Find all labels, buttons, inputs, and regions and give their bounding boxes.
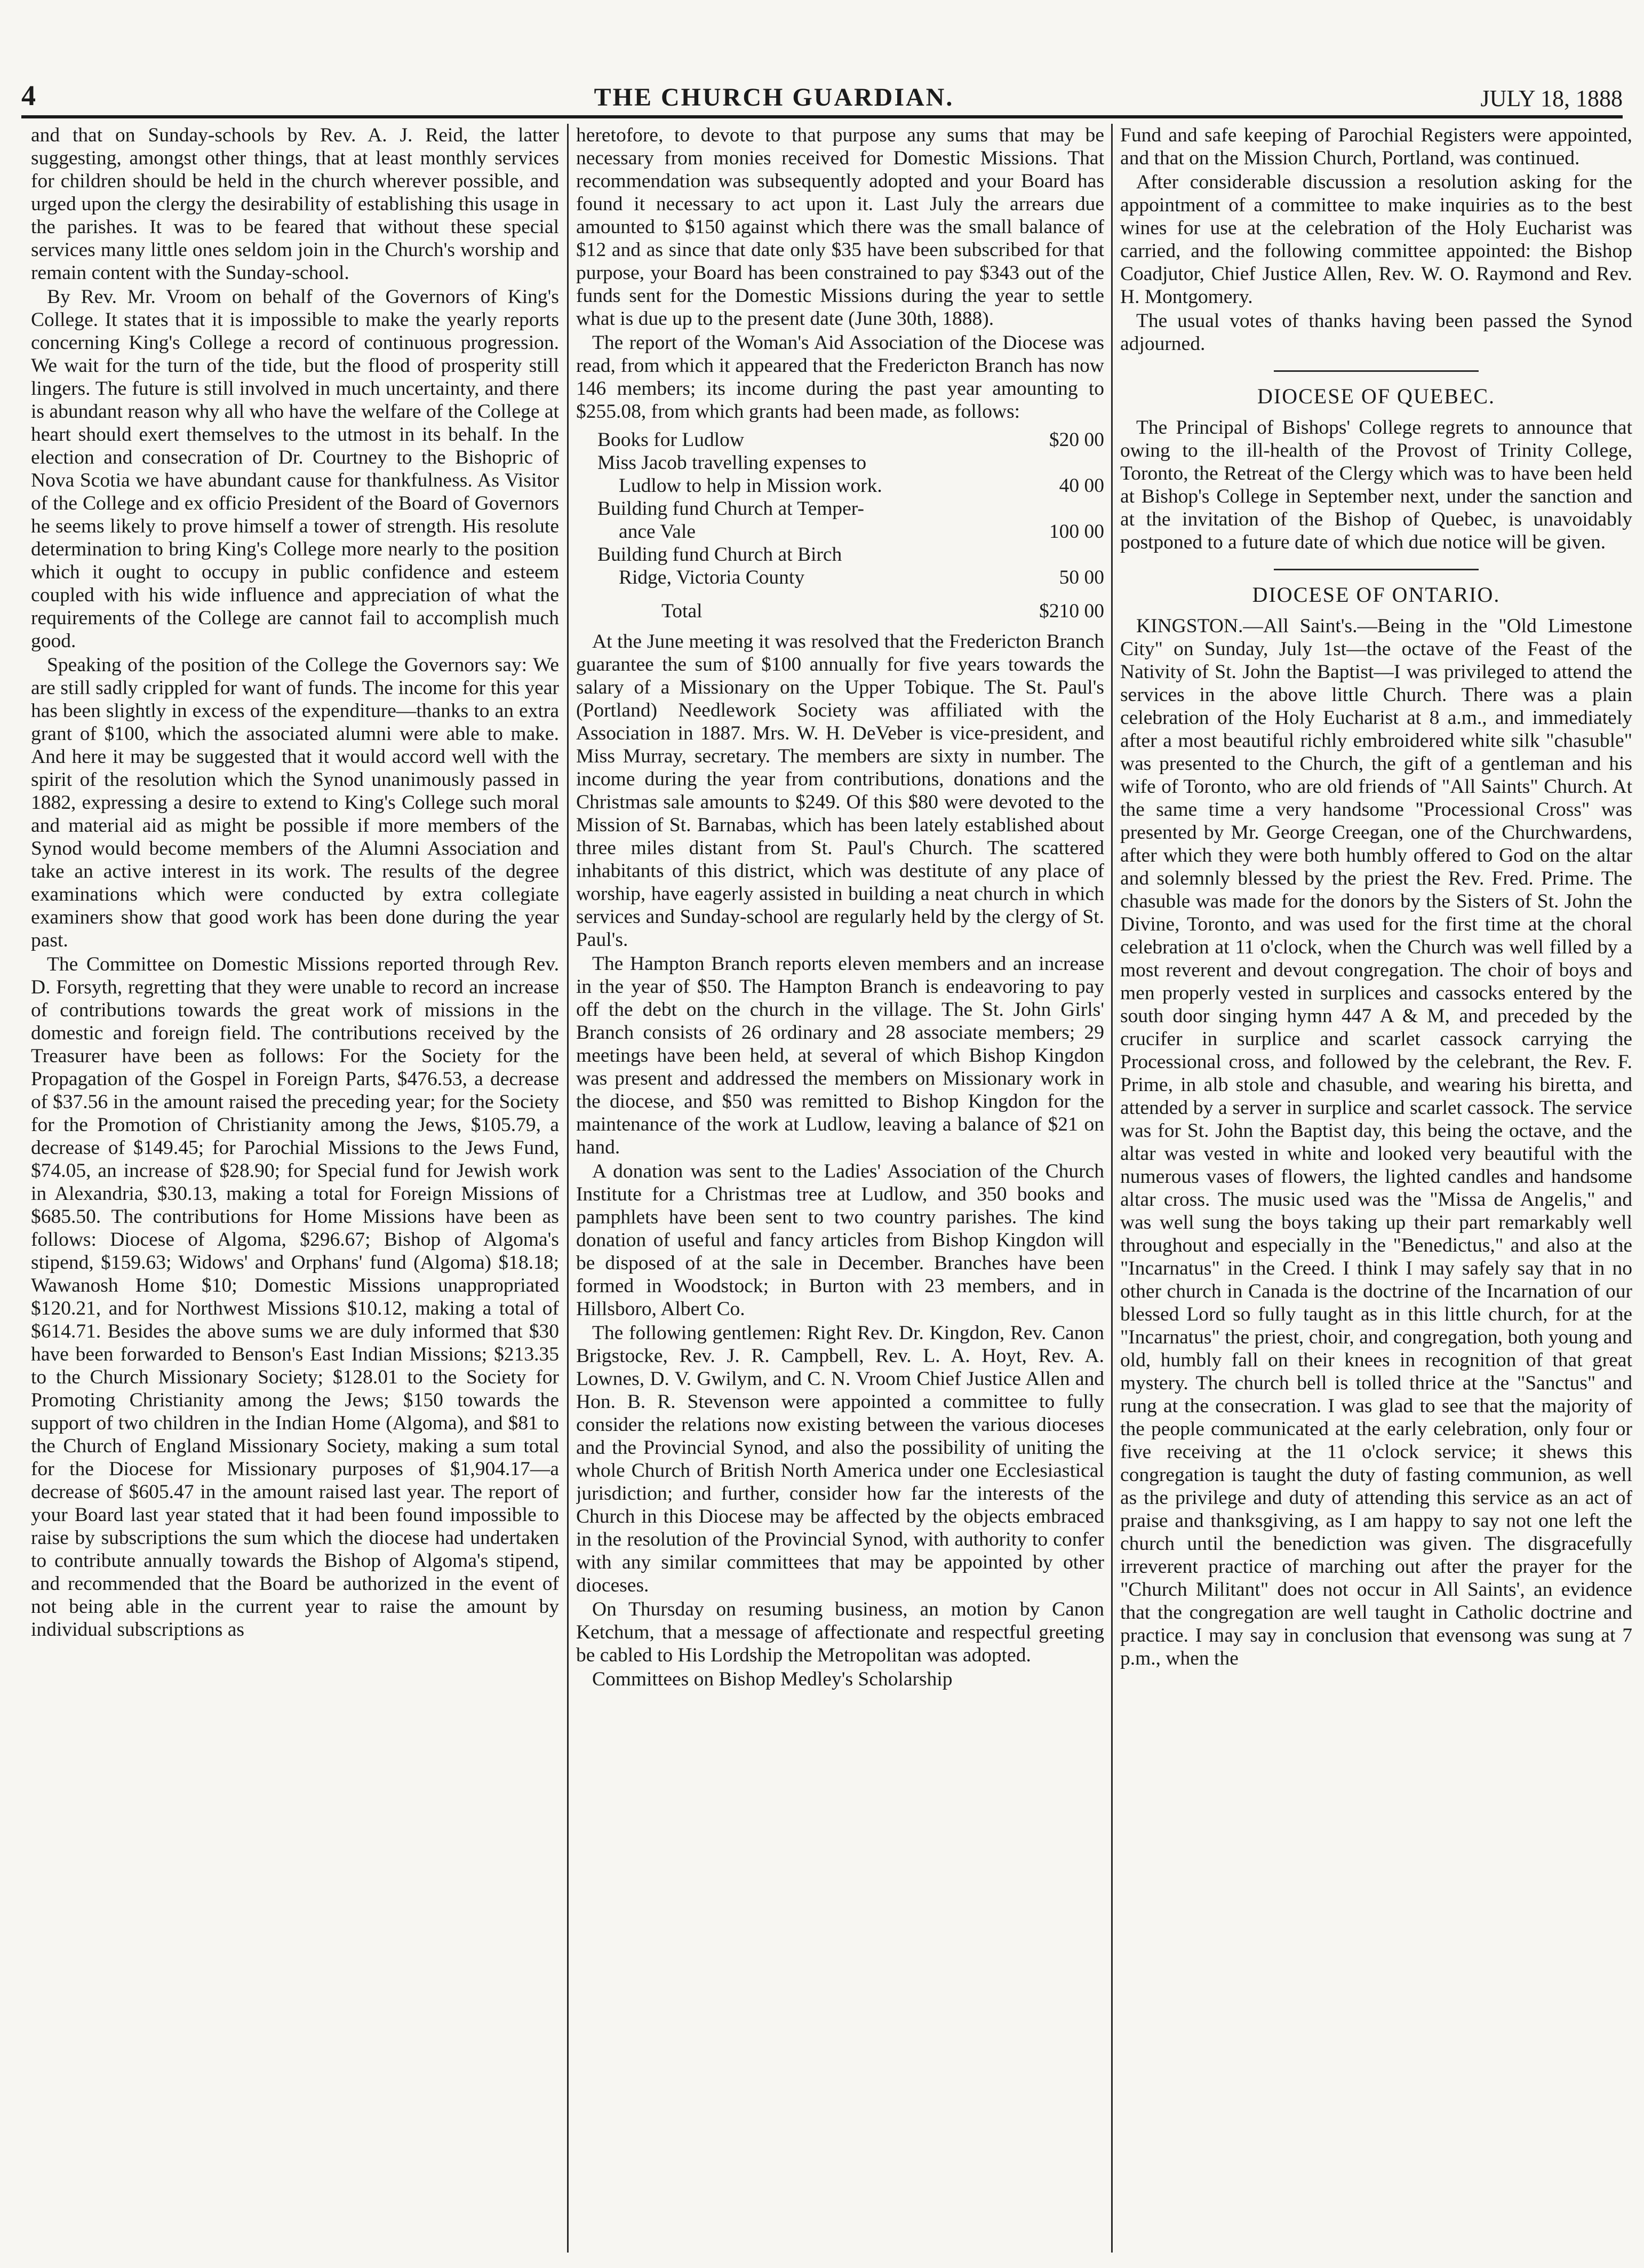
- grant-label-cont: Ludlow to help in Mission work.: [619, 475, 882, 497]
- paragraph: The report of the Woman's Aid Association of the Diocese was read, from which it appeared that the Fredericton Branch has now 146 members; its income during the past year amounting to $255.08, from which grants had been made, as follows:: [576, 332, 1104, 423]
- paragraph: Speaking of the position of the College the Governors say: We are still sadly crippled for want of funds. The income for this year has been slightly in excess of the expenditure—thanks to an extra grant of $100, which the associated alumni were able to make. And here it may be suggested that it would accord well with the spirit of the resolution which the Synod unanimously passed in 1882, expressing a desire to extend to King's College such moral and material aid as might be possible if more members of the Synod would become members of the Alumni Association and take an active interest in its work. The results of the degree examinations which were conducted by extra collegiate examiners show that good work has been done during the year past.: [31, 654, 559, 951]
- paragraph: At the June meeting it was resolved that the Fredericton Branch guarantee the sum of $100 annually for five years towards the salary of a Missionary on the Upper Tobique. The St. Paul's (Portland) Needlework Society was affiliated with the Association in 1887. Mrs. W. H. DeVeber is vice-president, and Miss Murray, secretary. The members are sixty in number. The income during the year from contributions, donations and the Christmas sale amounts to $249. Of this $80 were devoted to the Mission of St. Barnabas, which has been lately established about three miles distant from St. Paul's Church. The scattered inhabitants of this district, which was destitute of any place of worship, have eagerly assisted in building a neat church in which services and Sunday-school are regularly held by the clergy of St. Paul's.: [576, 631, 1104, 951]
- grant-label-cont: Ridge, Victoria County: [619, 567, 805, 588]
- grant-row: [597, 428, 1104, 451]
- section-heading-quebec: DIOCESE OF QUEBEC.: [1257, 384, 1496, 408]
- page-header: [21, 80, 1623, 118]
- grant-label: Books for Ludlow: [597, 429, 744, 451]
- grants-table: [597, 428, 1104, 623]
- paragraph: A donation was sent to the Ladies' Association of the Church Institute for a Christmas tree at Ludlow, and 350 books and pamphlets have been sent to two country parishes. The kind donation of useful and fancy articles from Bishop Kingdon will be disposed of at the sale in December. Branches have been formed in Woodstock; in Burton with 23 members, and in Hillsboro, Albert Co.: [576, 1160, 1104, 1320]
- grant-label: Miss Jacob travelling expenses to: [597, 452, 867, 474]
- paragraph: Committees on Bishop Medley's Scholarship: [592, 1668, 953, 1690]
- grant-row: [597, 474, 1104, 497]
- paragraph: The following gentlemen: Right Rev. Dr. Kingdon, Rev. Canon Brigstocke, Rev. J. R. Campbell, Rev. L. A. Hoyt, Rev. A. Lownes, D. V. Gwilym, and C. N. Vroom Chief Justice Allen and Hon. B. R. Stevenson were appointed a committee to fully consider the relations now existing between the various dioceses and the Provincial Synod, and also the possibility of uniting the whole Church of British North America under one Ecclesiastical jurisdiction; and further, consider how far the interests of the Church in this Diocese may be affected by the objects embraced in the resolution of the Provincial Synod, with authority to confer with any similar committees that may be appointed by other dioceses.: [576, 1322, 1104, 1596]
- grant-amount: 100 00: [1049, 521, 1104, 543]
- page-number: 4: [21, 79, 36, 112]
- grant-row: [597, 520, 1104, 543]
- section-divider: [1274, 370, 1479, 372]
- paragraph: On Thursday on resuming business, an motion by Canon Ketchum, that a message of affectionate and respectful greeting be cabled to His Lordship the Metropolitan was adopted.: [576, 1598, 1104, 1666]
- grant-total-row: [661, 600, 1104, 623]
- issue-date: JULY 18, 1888: [1480, 85, 1623, 112]
- grant-label: Building fund Church at Temper-: [597, 498, 865, 520]
- paragraph: heretofore, to devote to that purpose any sums that may be necessary from monies received for Domestic Missions. That recommendation was subsequently adopted and your Board has found it necessary to act upon it. Last July the arrears due amounted to $150 against which there was the small balance of $12 and as since that date only $35 have been subscribed for that purpose, your Board has been constrained to pay $343 out of the funds sent for the Domestic Missions during the year to settle what is due up to the present date (June 30th, 1888).: [576, 124, 1104, 330]
- paragraph: The usual votes of thanks having been passed the Synod adjourned.: [1120, 310, 1632, 355]
- grant-row: [597, 451, 1104, 474]
- grant-row: [597, 543, 1104, 566]
- paragraph: The Principal of Bishops' College regrets to announce that owing to the ill-health of the Provost of Trinity College, Toronto, the Retreat of the Clergy which was to have been held at Bishop's College in September next, under the sanction and at the invitation of the Bishop of Quebec, is unavoidably postponed to a future date of which due notice will be given.: [1120, 417, 1632, 553]
- paragraph: By Rev. Mr. Vroom on behalf of the Governors of King's College. It states that it is impossible to make the yearly reports concerning King's College a record of continuous progression. We wait for the turn of the tide, but the flood of prosperity still lingers. The future is still involved in much uncertainty, and there is abundant reason why all who have the welfare of the College at heart should exert themselves to the utmost in its behalf. In the election and consecration of Dr. Courtney to the Bishopric of Nova Scotia we have abundant cause for thankfulness. As Visitor of the College and ex officio President of the Board of Governors he seems likely to prove himself a tower of strength. His resolute determination to bring King's College more nearly to the position which it ought to occupy in public confidence and esteem coupled with his wide influence and appreciation of what the requirements of the College are cannot fail to accomplish much good.: [31, 286, 559, 652]
- grant-total-label: Total: [661, 600, 703, 622]
- section-heading-ontario: DIOCESE OF ONTARIO.: [1252, 583, 1501, 607]
- grant-label-cont: ance Vale: [619, 521, 696, 543]
- paragraph: After considerable discussion a resolution asking for the appointment of a committee to make inquiries as to the best wines for use at the celebration of the Holy Eucharist was carried, and the following committee appointed: the Bishop Coadjutor, Chief Justice Allen, Rev. W. O. Raymond and Rev. H. Montgomery.: [1120, 171, 1632, 308]
- grant-row: [597, 566, 1104, 589]
- grant-amount: $20 00: [1049, 429, 1104, 451]
- paragraph: and that on Sunday-schools by Rev. A. J. Reid, the latter suggesting, amongst other things, that at least monthly services for children should be held in the church wherever possible, and urged upon the clergy the desirability of establishing this usage in the parishes. It was to be feared that without these special services many little ones seldom join in the Church's worship and remain content with the Sunday-school.: [31, 124, 559, 284]
- columns: [0, 124, 1644, 2258]
- paragraph: The Committee on Domestic Missions reported through Rev. D. Forsyth, regretting that they were unable to record an increase of contributions towards the great work of missions in the domestic and foreign field. The contributions received by the Treasurer have been as follows: For the Society for the Propagation of the Gospel in Foreign Parts, $476.53, a decrease of $37.56 in the amount raised the preceding year; for the Society for the Promotion of Christianity among the Jews, $105.79, a decrease of $149.45; for Parochial Missions to the Jews Fund, $74.05, an increase of $28.90; for Special fund for Jewish work in Alexandria, $30.13, making a total for Foreign Missions of $685.50. The contributions for Home Missions have been as follows: Diocese of Algoma, $296.67; Bishop of Algoma's stipend, $159.63; Widows' and Orphans' fund (Algoma) $18.18; Wawanosh Home $10; Domestic Missions unappropriated $120.21, and for Northwest Missions $10.12, making a total of $614.71. Besides the above sums we are duly informed that $30 have been forwarded to Benson's East Indian Missions; $213.35 to the Church Missionary Society; $128.01 to the Society for Promoting Christianity among the Jews; $150 towards the support of two children in the Indian Home (Algoma), and $81 to the Church of England Missionary Society, making a sum total for the Diocese for Missionary purposes of $1,904.17—a decrease of $605.47 in the amount raised last year. The report of your Board last year stated that it had been found impossible to raise by subscriptions the sum which the diocese had undertaken to contribute annually towards the Bishop of Algoma's stipend, and recommended that the Board be authorized in the event of not being able in the current year to raise the amount by individual subscriptions as: [31, 953, 559, 1641]
- column-2: [576, 124, 1104, 2253]
- paragraph: The Hampton Branch reports eleven members and an increase in the year of $50. The Hampton Branch is endeavoring to pay off the debt on the church in the village. The St. John Girls' Branch consists of 26 ordinary and 28 associate members; 29 meetings have been held, at several of which Bishop Kingdon was present and addressed the members on Missionary work in the diocese, and $50 was remitted to Bishop Kingdon for the maintenance of the work at Ludlow, leaving a balance of $21 on hand.: [576, 953, 1104, 1158]
- grant-amount: 50 00: [1059, 567, 1104, 588]
- grant-total-amount: $210 00: [1039, 600, 1104, 622]
- column-1: [31, 124, 559, 2253]
- column-3: [1120, 124, 1632, 2253]
- grant-label: Building fund Church at Birch: [597, 544, 842, 566]
- paragraph: Fund and safe keeping of Parochial Registers were appointed, and that on the Mission Church, Portland, was continued.: [1120, 124, 1632, 169]
- newspaper-title: THE CHURCH GUARDIAN.: [594, 83, 954, 112]
- section-divider: [1274, 569, 1479, 570]
- grant-amount: 40 00: [1059, 475, 1104, 497]
- paragraph: KINGSTON.—All Saint's.—Being in the "Old Limestone City" on Sunday, July 1st—the octave of the Feast of the Nativity of St. John the Baptist—I was privileged to attend the services in the above little Church. There was a plain celebration of the Holy Eucharist at 8 a.m., and immediately after a most beautiful richly embroidered white silk "chasuble" was presented to the Church, the gift of a gentleman and his wife of Toronto, who are old friends of "All Saints" Church. At the same time a very handsome "Processional Cross" was presented by Mr. George Creegan, one of the Churchwardens, after which they were both humbly offered to God on the altar and solemnly blessed by the priest the Rev. Fred. Prime. The chasuble was made for the donors by the Sisters of St. John the Divine, Toronto, and was used for the first time at the choral celebration at 11 o'clock, when the Church was well filled by a most reverent and devout congregation. The choir of boys and men properly vested in surplices and cassocks entered by the south door singing hymn 447 A & M, and preceded by the crucifer in surplice and scarlet cassock carrying the Processional cross, and followed by the celebrant, the Rev. F. Prime, in alb stole and chasuble, and wearing his biretta, and attended by a server in surplice and scarlet cassock. The service was for St. John the Baptist day, this being the octave, and the altar was vested in white and looked very beautiful with the numerous vases of flowers, the lighted candles and handsome altar cross. The music used was the "Missa de Angelis," and was well sung the boys taking up their part remarkably well throughout and especially in the "Benedictus," and also at the "Incarnatus" in the Creed. I think I may safely say that in no other church in Canada is the doctrine of the Incarnation of our blessed Lord so fully taught as in this little church, for at the "Incarnatus" the priest, choir, and congregation, both young and old, humbly fall on their knees in recognition of that great mystery. The church bell is tolled thrice at the "Sanctus" and rung at the consecration. I was glad to see that the majority of the people communicated at the early celebration, only four or five receiving at the 11 o'clock service; it shews this congregation is taught the duty of fasting communion, as well as the privilege and duty of attending this service as an act of praise and thanksgiving, as I am happy to say not one left the church until the benediction was given. The disgracefully irreverent practice of marching out after the prayer for the "Church Militant" does not occur in All Saints', an evidence that the congregation are well taught in Catholic doctrine and practice. I may say in conclusion that evensong was sung at 7 p.m., when the: [1120, 615, 1632, 1669]
- grant-row: [597, 497, 1104, 520]
